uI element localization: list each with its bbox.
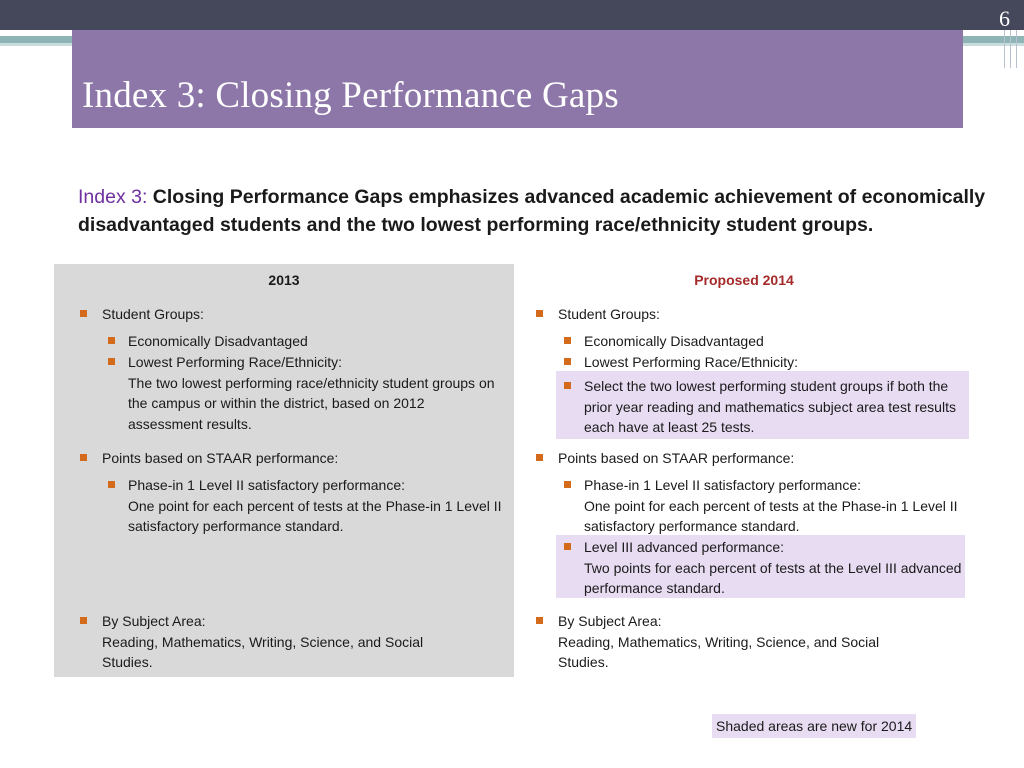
item-desc: Reading, Mathematics, Writing, Science, and Social Studies. xyxy=(102,633,424,670)
item-text: Lowest Performing Race/Ethnicity: xyxy=(128,354,342,370)
intro-lead: Index 3: xyxy=(78,186,148,208)
item-desc: One point for each percent of tests at the Phase-in 1 Level II satisfactory performance standard. xyxy=(128,497,502,534)
item-desc: One point for each percent of tests at the Phase-in 1 Level II satisfactory performance standard. xyxy=(584,497,958,534)
item-text: Phase-in 1 Level II satisfactory performance: xyxy=(584,477,862,493)
decor-line xyxy=(1016,30,1017,68)
item-desc: Two points for each percent of tests at the Level III advanced performance standard. xyxy=(584,559,962,596)
list-item xyxy=(584,352,964,373)
list-item xyxy=(128,475,502,537)
bullet-icon xyxy=(536,617,543,624)
accent-stripe-left xyxy=(0,36,72,43)
item-text: Student Groups: xyxy=(102,306,204,322)
list-item xyxy=(584,537,962,599)
column-header-2013: 2013 xyxy=(268,272,300,288)
accent-stripe-right-light xyxy=(963,43,1024,46)
item-desc: Reading, Mathematics, Writing, Science, and Social Studies. xyxy=(558,633,880,670)
item-desc: The two lowest performing race/ethnicity student groups on the campus or within the district, based on 2012 assessment results. xyxy=(128,374,495,432)
decor-line xyxy=(1004,30,1005,68)
bullet-icon xyxy=(564,481,571,488)
bullet-icon xyxy=(536,454,543,461)
list-item xyxy=(584,376,964,438)
item-text: Economically Disadvantaged xyxy=(128,333,308,349)
title-banner xyxy=(72,30,963,128)
slide-number: 6 xyxy=(999,6,1010,31)
column-2013 xyxy=(54,264,514,677)
accent-stripe-left-light xyxy=(0,43,72,46)
item-text: Level III advanced performance: xyxy=(584,539,785,555)
item-text: By Subject Area: xyxy=(558,613,662,629)
list-item xyxy=(558,448,958,469)
decor-line xyxy=(1010,30,1011,68)
column-2014 xyxy=(514,264,974,677)
bullet-icon xyxy=(80,454,87,461)
item-text: By Subject Area: xyxy=(102,613,206,629)
list-item xyxy=(102,448,502,469)
item-text: Points based on STAAR performance: xyxy=(558,450,795,466)
column-header-2014: Proposed 2014 xyxy=(694,272,794,288)
item-text: Phase-in 1 Level II satisfactory performance: xyxy=(128,477,406,493)
slide-title: Index 3: Closing Performance Gaps xyxy=(82,75,619,116)
bullet-icon xyxy=(564,358,571,365)
shading-legend: Shaded areas are new for 2014 xyxy=(712,714,916,738)
item-text: Select the two lowest performing student groups if both the prior year reading and mathematics subject area test results each have at least 25 tests. xyxy=(584,378,956,435)
item-text: Points based on STAAR performance: xyxy=(102,450,339,466)
item-text: Economically Disadvantaged xyxy=(584,333,764,349)
bullet-icon xyxy=(536,310,543,317)
item-text: Student Groups: xyxy=(558,306,660,322)
list-item xyxy=(128,352,502,434)
bullet-icon xyxy=(564,382,571,389)
bullet-icon xyxy=(80,617,87,624)
list-item xyxy=(584,331,964,352)
accent-stripe-right xyxy=(963,36,1024,43)
list-item xyxy=(584,475,964,537)
bullet-icon xyxy=(80,310,87,317)
bullet-icon xyxy=(108,481,115,488)
list-item xyxy=(558,304,958,325)
list-item xyxy=(102,304,502,325)
bullet-icon xyxy=(564,543,571,550)
bullet-icon xyxy=(564,337,571,344)
bullet-icon xyxy=(108,358,115,365)
list-item xyxy=(102,611,470,673)
intro-text: Closing Performance Gaps emphasizes advanced academic achievement of economically disadvantaged students and the two lowest performing race/ethnicity student groups. xyxy=(78,186,986,236)
list-item xyxy=(558,611,926,673)
intro-paragraph xyxy=(78,183,1003,239)
list-item xyxy=(128,331,502,352)
top-bar xyxy=(0,0,1024,30)
bullet-icon xyxy=(108,337,115,344)
item-text: Lowest Performing Race/Ethnicity: xyxy=(584,354,798,370)
